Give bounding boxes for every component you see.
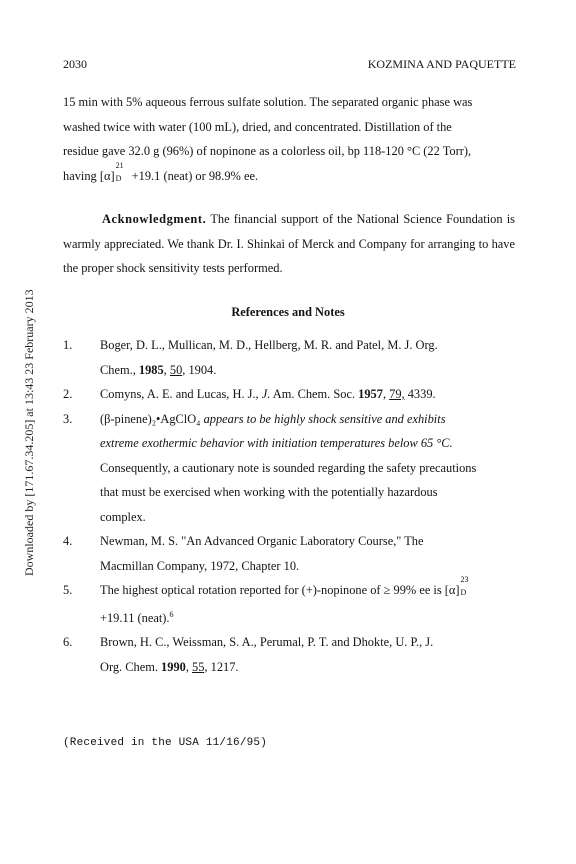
citation-sep: ,: [185, 659, 193, 674]
reference-number: 1.: [63, 338, 73, 352]
reference-line: Newman, M. S. "An Advanced Organic Laboratory Course," The: [100, 534, 424, 548]
rotation-sub: D: [115, 173, 122, 183]
citation-sep: ,: [163, 362, 170, 377]
footnote-superscript: 6: [169, 609, 174, 619]
download-watermark: Downloaded by [171.67.34.205] at 13:43 23 February 2013: [22, 288, 36, 576]
citation-sep: ,: [382, 387, 390, 401]
acknowledgment-paragraph: [63, 207, 515, 281]
reference-line: [100, 407, 523, 432]
rotation-prefix: having [α]: [63, 168, 115, 183]
chemical-formula: (β-pinene)₂•AgClO₄: [100, 411, 201, 426]
reference-item: [63, 333, 523, 382]
citation-year: 1985: [138, 362, 164, 377]
citation-pages: 1904.: [185, 362, 217, 377]
page-number: 2030: [63, 57, 87, 71]
acknowledgment-heading: Acknowledgment.: [102, 212, 207, 226]
rotation-sup: 21: [115, 160, 124, 170]
reference-line: that must be exercised when working with the potentially hazardous: [100, 485, 438, 499]
reference-number: 6.: [63, 635, 73, 650]
italic-text: extreme exothermic behavior with initiation temperatures below 65 °C.: [100, 436, 453, 450]
references-list: [63, 333, 523, 679]
italic-text: appears to be highly shock sensitive and exhibits: [200, 411, 446, 426]
reference-number: 5.: [63, 583, 73, 597]
reference-line: [100, 603, 523, 631]
rotation-suffix: +19.1 (neat) or 98.9% ee.: [128, 168, 259, 183]
reference-number: 4.: [63, 534, 73, 548]
reference-line: [100, 382, 523, 407]
citation-pages: 4339.: [404, 387, 436, 401]
rotation-sup: 23: [460, 575, 469, 585]
text-line: 15 min with 5% aqueous ferrous sulfate solution. The separated organic phase was: [63, 95, 473, 109]
paragraph-procedure: [63, 90, 515, 188]
text-line: residue gave 32.0 g (96%) of nopinone as a colorless oil, bp 118-120 °C (22 Torr),: [63, 144, 472, 158]
reference-number: 3.: [63, 411, 73, 426]
references-title: References and Notes: [231, 305, 345, 319]
rotation-value: +19.11 (neat).: [100, 610, 170, 625]
citation-journal: Org. Chem.: [100, 659, 162, 674]
reference-line: complex.: [100, 509, 146, 524]
reference-item: [63, 407, 523, 530]
citation-volume: 79,: [389, 387, 405, 401]
reference-line: [100, 655, 523, 680]
rotation-scripts: [115, 160, 129, 184]
reference-item: [63, 630, 523, 679]
text-line: washed twice with water (100 mL), dried, and concentrated. Distillation of the: [63, 119, 452, 134]
citation-pages: 1217.: [207, 659, 239, 674]
received-date: (Received in the USA 11/16/95): [63, 737, 268, 749]
reference-line: [100, 575, 523, 603]
citation-year: 1957: [358, 387, 383, 401]
reference-number: 2.: [63, 387, 73, 401]
reference-item: [63, 382, 523, 407]
citation-year: 1990: [161, 659, 186, 674]
text-line-rotation: [63, 160, 515, 189]
rotation-sub: D: [460, 588, 467, 598]
rotation-text: The highest optical rotation reported for (+)-nopinone of ≥ 99% ee is [α]: [100, 583, 460, 597]
reference-line: Brown, H. C., Weissman, S. A., Perumal, P. T. and Dhokte, U. P., J.: [100, 635, 434, 650]
citation-journal: Chem.,: [100, 362, 139, 377]
acknowledgment-text: The financial support of the National Science Foundation is warmly appreciated. We thank Dr. I. Shinkai of Merck and Company for arranging to have the proper shock sensitivity tests performed.: [63, 212, 515, 275]
rotation-scripts: [460, 575, 474, 598]
reference-item: [63, 575, 523, 630]
reference-item: [63, 529, 523, 578]
reference-line: Consequently, a cautionary note is sounded regarding the safety precautions: [100, 460, 477, 475]
citation-authors: Comyns, A. E. and Lucas, H. J.,: [100, 387, 262, 401]
citation-volume: 55,: [192, 659, 208, 674]
reference-line: [100, 431, 523, 456]
reference-line: [100, 358, 523, 383]
reference-line: Boger, D. L., Mullican, M. D., Hellberg, M. R. and Patel, M. J. Org.: [100, 338, 438, 352]
reference-line: Macmillan Company, 1972, Chapter 10.: [100, 558, 300, 573]
citation-journal: Am. Chem. Soc.: [270, 387, 359, 401]
citation-volume: 50,: [169, 362, 186, 377]
running-title: KOZMINA AND PAQUETTE: [367, 57, 516, 71]
citation-journal-italic: J.: [261, 387, 271, 401]
